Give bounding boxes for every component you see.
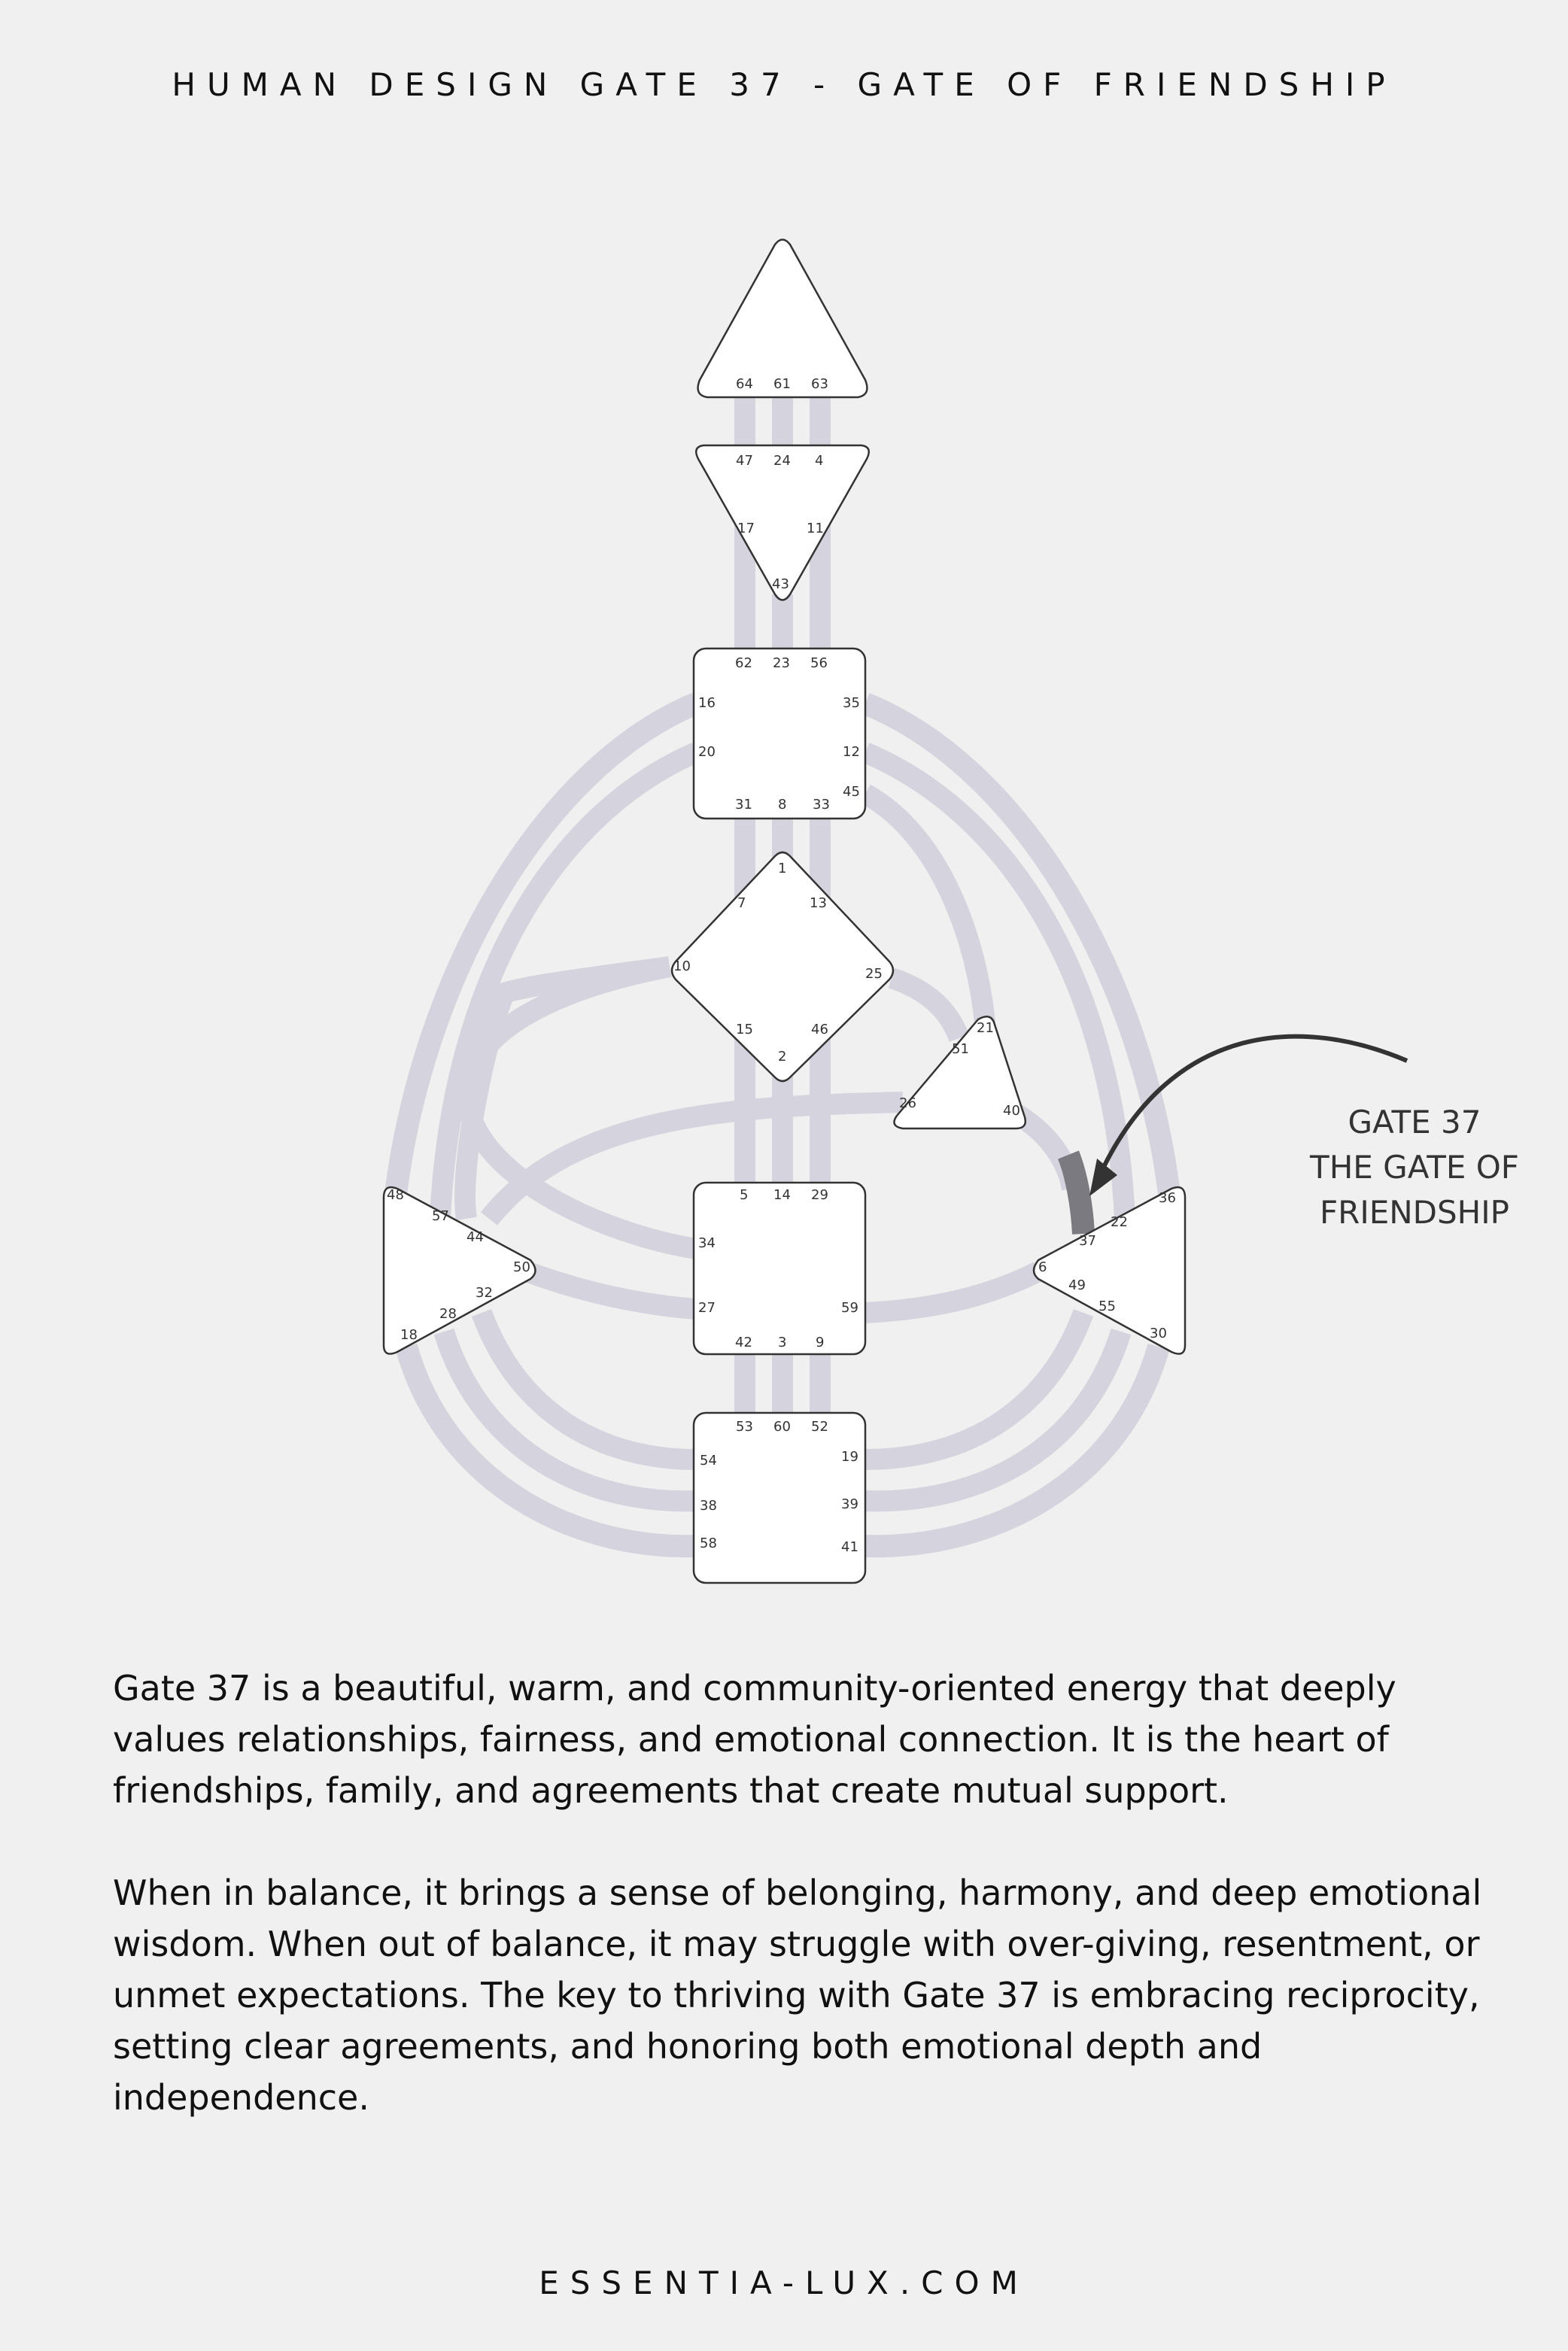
gate-label: 39 (841, 1496, 858, 1512)
throat-center (694, 648, 865, 819)
gate-label: 50 (513, 1259, 530, 1275)
gate-label: 23 (773, 655, 790, 671)
gate-label: 15 (736, 1022, 753, 1037)
gate-label: 60 (773, 1419, 791, 1435)
gate-label: 33 (813, 797, 830, 813)
gate-label: 46 (811, 1022, 828, 1037)
root-center (694, 1413, 865, 1583)
gate-label: 25 (865, 966, 883, 982)
gate-label: 40 (1003, 1103, 1020, 1119)
gate-label: 44 (466, 1229, 484, 1245)
gate-label: 12 (843, 744, 860, 760)
channel-25-51 (892, 978, 959, 1038)
gate-37-callout (1279, 1100, 1550, 1235)
gate-label: 35 (843, 695, 860, 711)
gate-label: 6 (1038, 1259, 1047, 1275)
gate-label: 7 (737, 895, 746, 911)
gate-label: 9 (816, 1335, 825, 1350)
gate-label: 38 (700, 1498, 717, 1514)
gate-label: 42 (735, 1335, 752, 1350)
gate-label: 18 (400, 1327, 418, 1343)
gate-label: 26 (899, 1095, 916, 1111)
gate-label: 54 (700, 1453, 717, 1469)
gate-label: 47 (736, 453, 753, 469)
gate-label: 30 (1150, 1326, 1167, 1341)
gate-label: 41 (841, 1539, 858, 1555)
callout-line: FRIENDSHIP (1320, 1194, 1509, 1231)
gate-label: 3 (778, 1335, 787, 1350)
gate-label: 62 (735, 655, 752, 671)
gate-label: 31 (735, 797, 752, 813)
gate-label: 37 (1079, 1233, 1096, 1249)
gate-label: 21 (977, 1020, 994, 1036)
gate-label: 55 (1099, 1299, 1116, 1314)
gate-label: 11 (807, 521, 824, 536)
page-title: HUMAN DESIGN GATE 37 - GATE OF FRIENDSHIP (172, 66, 1396, 103)
gate-label: 16 (698, 695, 716, 711)
gate-label: 48 (387, 1187, 404, 1203)
gate-label: 57 (432, 1208, 449, 1224)
gate-label: 61 (773, 376, 791, 392)
gate-label: 49 (1068, 1277, 1086, 1293)
description (113, 1663, 1490, 2174)
gate-label: 64 (736, 376, 753, 392)
gate-37-highlight (1068, 1155, 1083, 1234)
sacral-center (694, 1183, 865, 1354)
description-paragraph: When in balance, it brings a sense of belonging, harmony, and deep emotional wisdom. When out of balance, it may struggle with over-giving, resentment, or unmet expectations. The key to thriving with Gate 37 is embracing reciprocity, setting clear agreements, and honoring both emotional depth and independence. (113, 1873, 1482, 2118)
channel-50-27 (527, 1271, 696, 1309)
gate-label: 20 (698, 744, 716, 760)
gate-label: 56 (810, 655, 828, 671)
gate-label: 2 (778, 1049, 787, 1065)
gate-label: 63 (811, 376, 828, 392)
gate-label: 4 (815, 453, 824, 469)
gate-label: 29 (811, 1187, 828, 1203)
gate-label: 52 (811, 1419, 828, 1435)
gate-label: 58 (700, 1535, 717, 1551)
gate-label: 13 (810, 895, 827, 911)
gate-label: 32 (476, 1285, 493, 1301)
gate-label: 10 (673, 958, 691, 974)
gate-label: 19 (841, 1449, 858, 1465)
description-paragraph: Gate 37 is a beautiful, warm, and community-oriented energy that deeply values relationships, fairness, and emotional connection. It is the heart of friendships, family, and agreements that create mutual support. (113, 1668, 1396, 1811)
callout-line: GATE 37 (1348, 1104, 1481, 1141)
gate-label: 27 (698, 1300, 716, 1316)
gate-label: 17 (737, 521, 755, 536)
gate-label: 22 (1111, 1214, 1128, 1230)
gate-label: 34 (698, 1235, 716, 1251)
footer-website[interactable]: ESSENTIA-LUX.COM (539, 2264, 1029, 2301)
gate-label: 53 (736, 1419, 753, 1435)
g-center (672, 852, 893, 1081)
channel-59-6 (865, 1271, 1038, 1313)
gate-label: 8 (778, 797, 787, 813)
gate-label: 28 (439, 1306, 457, 1322)
gate-label: 45 (843, 784, 860, 800)
gate-label: 51 (952, 1041, 969, 1057)
head-center (698, 240, 868, 398)
gate-label: 59 (841, 1300, 858, 1316)
gate-label: 5 (740, 1187, 749, 1203)
callout-line: THE GATE OF (1310, 1149, 1519, 1186)
gate-label: 14 (773, 1187, 791, 1203)
gate-label: 24 (773, 453, 791, 469)
gate-label: 43 (772, 576, 789, 592)
gate-label: 1 (778, 861, 787, 876)
gate-label: 36 (1159, 1190, 1176, 1206)
